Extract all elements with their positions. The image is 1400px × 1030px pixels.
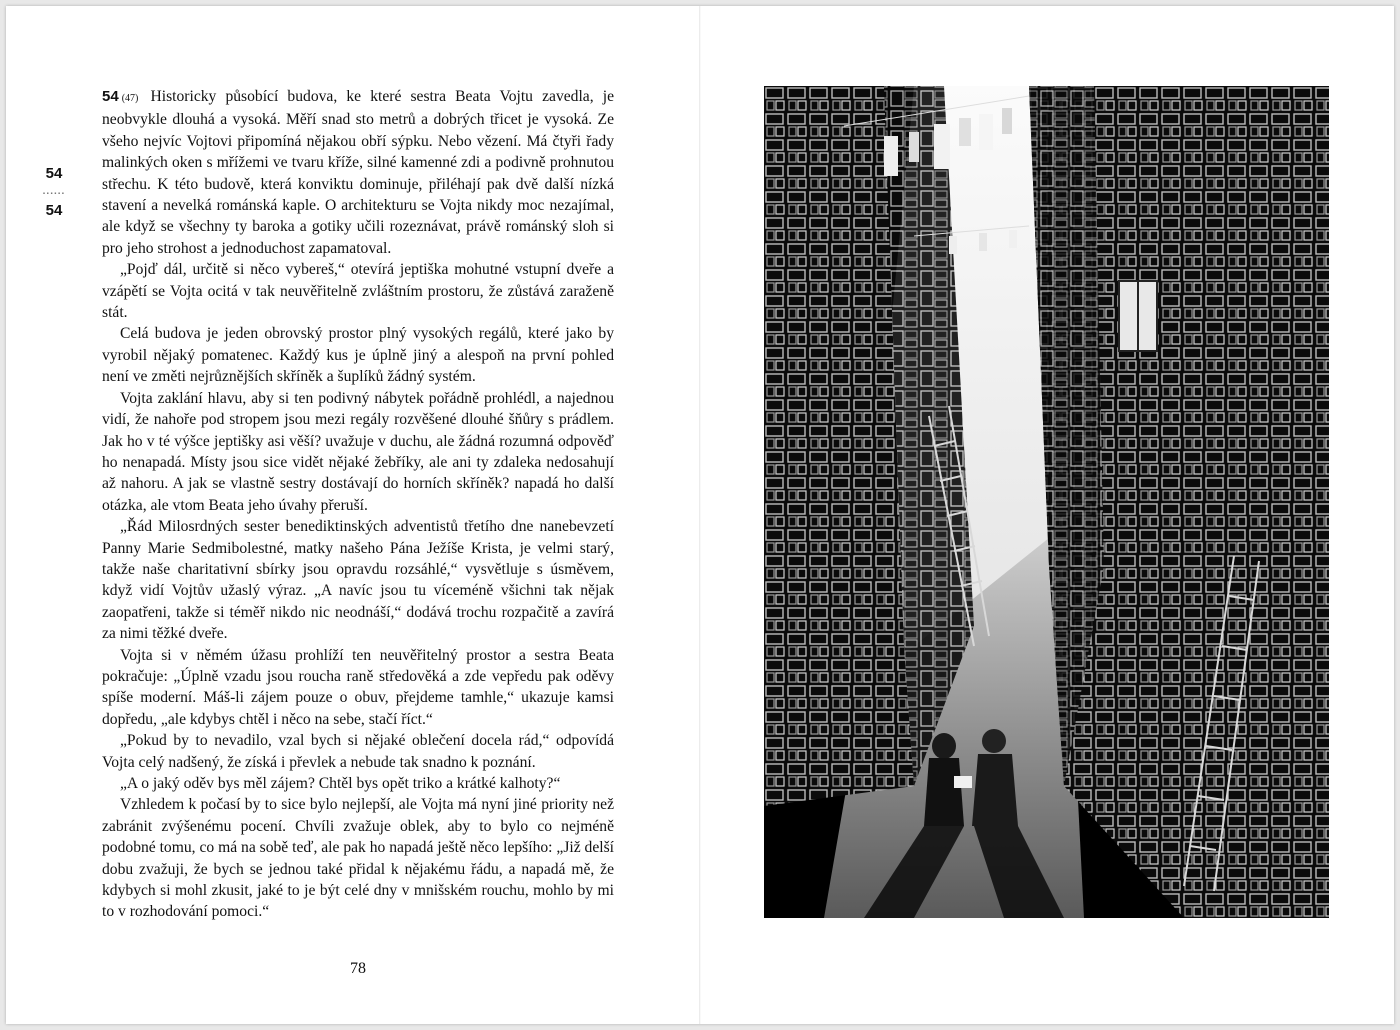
illustration-drawing bbox=[764, 86, 1329, 918]
paragraph: „Pokud by to nevadilo, vzal bych si nějaké oblečení docela rád,“ odpovídá Vojta celý nadšený, že získá i převlek a nebude tak snadno k poznání. bbox=[102, 732, 614, 771]
illustration-warehouse-shelves bbox=[764, 86, 1329, 918]
paragraph: Vojta si v němém úžasu prohlíží ten neuvěřitelný prostor a sestra Beata pokračuje: „Úplně vzadu jsou roucha raně středověká a zde vepředu pak oděvy spíše moderní. Máš-li zájem pouze o obuv, přejdeme tamhle,“ ukazuje kamsi dopředu, „ale kdybys chtěl i něco na sebe, stačí říct.“ bbox=[102, 646, 614, 728]
paragraph-text: Historicky působící budova, ke které sestra Beata Vojtu zavedla, je neobvykle dlouhá a vysoká. Měří snad sto metrů a dobrých třicet je vysoká. Ze všeho nejvíc Vojtovi připomíná nějakou obří sýpku. Nebo vězení. Má čtyři řady malinkých oken s mřížemi ve tvaru kříže, silné kamenné zdi a podivně prohnutou střechu. K této budově, která konviktu dominuje, přiléhají pak dvě další nízká stavení a nevelká románská kaple. O architekturu se Vojta nikdy moc nezajímal, ale když se všechny ty baroka a gotiky učili rozeznávat, právě románský sloh si pro jeho strohost a jednoduchost zapamatoval. bbox=[102, 88, 614, 257]
current-section-number: 54 bbox=[45, 165, 63, 182]
section-cross-reference bbox=[30, 160, 78, 224]
dotted-separator: ...... bbox=[42, 186, 66, 197]
paragraph: Vojta zaklání hlavu, aby si ten podivný nábytek pořádně prohlédl, a najednou vidí, že nahoře pod stropem jsou mezi regály rozvěšené dlouhé šňůry s prádlem. Jak ho v té výšce jeptišky asi věší? uvažuje v duchu, ale žádná rozumná odpověď ho nenapadá. Místy jsou sice vidět nějaké žebříky, ale ani ty zdaleka nedosahují až nahoru. A jak se vlastně sestry dostávají do horních skříněk? napadá ho další otázka, ale vtom Beata jeho úvahy přeruší. bbox=[102, 389, 614, 514]
paragraph: Celá budova je jeden obrovský prostor plný vysokých regálů, které jako by vyrobil nějaký pomatenec. Každý kus je úplně jiný a alespoň na první pohled není ve změti nejrůznějších skříněk a šuplíků žádný systém. bbox=[102, 325, 614, 386]
page-number: 78 bbox=[350, 960, 366, 977]
section-number: 54 bbox=[102, 88, 119, 105]
paragraph: Vzhledem k počasí by to sice bylo nejlepší, ale Vojta má nyní jiné priority než zabránit zvýšenému pocení. Chvíli zvažuje oblek, aby to bylo co nejméně podobné tomu, co má na sobě teď, ale pak ho napadá ještě něco lepšího: „Již delší dobu zvažuji, že bych se jednou také přidal k nějakému řádu, a napadá mě, že kdybych si mohl zkusit, jaké to je být celé dny v mnišském rouchu, mohlo by mi to v rozhodování pomoci.“ bbox=[102, 796, 614, 921]
paragraph: „Řád Milosrdných sester benediktinských adventistů třetího dne nanebevzetí Panny Marie Sedmibolestné, matky našeho Pána Ježíše Krista, je velmi starý, takže naše charitativní sbírky jsou opravdu rozsáhlé,“ vysvětluje s úsměvem, když vidí Vojtův užaslý výraz. „A navíc jsou tu víceméně všichni tak nějak zaopatřeni, takže si téměř nikdo nic neodnáší,“ dodává trochu rozpačitě a zavírá za nimi těžké dveře. bbox=[102, 518, 614, 643]
target-section-link[interactable]: 54 bbox=[45, 202, 63, 219]
paragraph: „A o jaký oděv bys měl zájem? Chtěl bys opět triko a krátké kalhoty?“ bbox=[120, 775, 561, 792]
section-reference: (47) bbox=[121, 93, 139, 104]
paragraph bbox=[102, 86, 614, 259]
paragraph: „Pojď dál, určitě si něco vybereš,“ otevírá jeptiška mohutné vstupní dveře a vzápětí se Vojta ocitá v tak neuvěřitelně zvláštním prostoru, že zůstává zaraženě stát. bbox=[102, 261, 614, 322]
book-gutter bbox=[699, 6, 701, 1024]
book-text bbox=[102, 86, 614, 923]
